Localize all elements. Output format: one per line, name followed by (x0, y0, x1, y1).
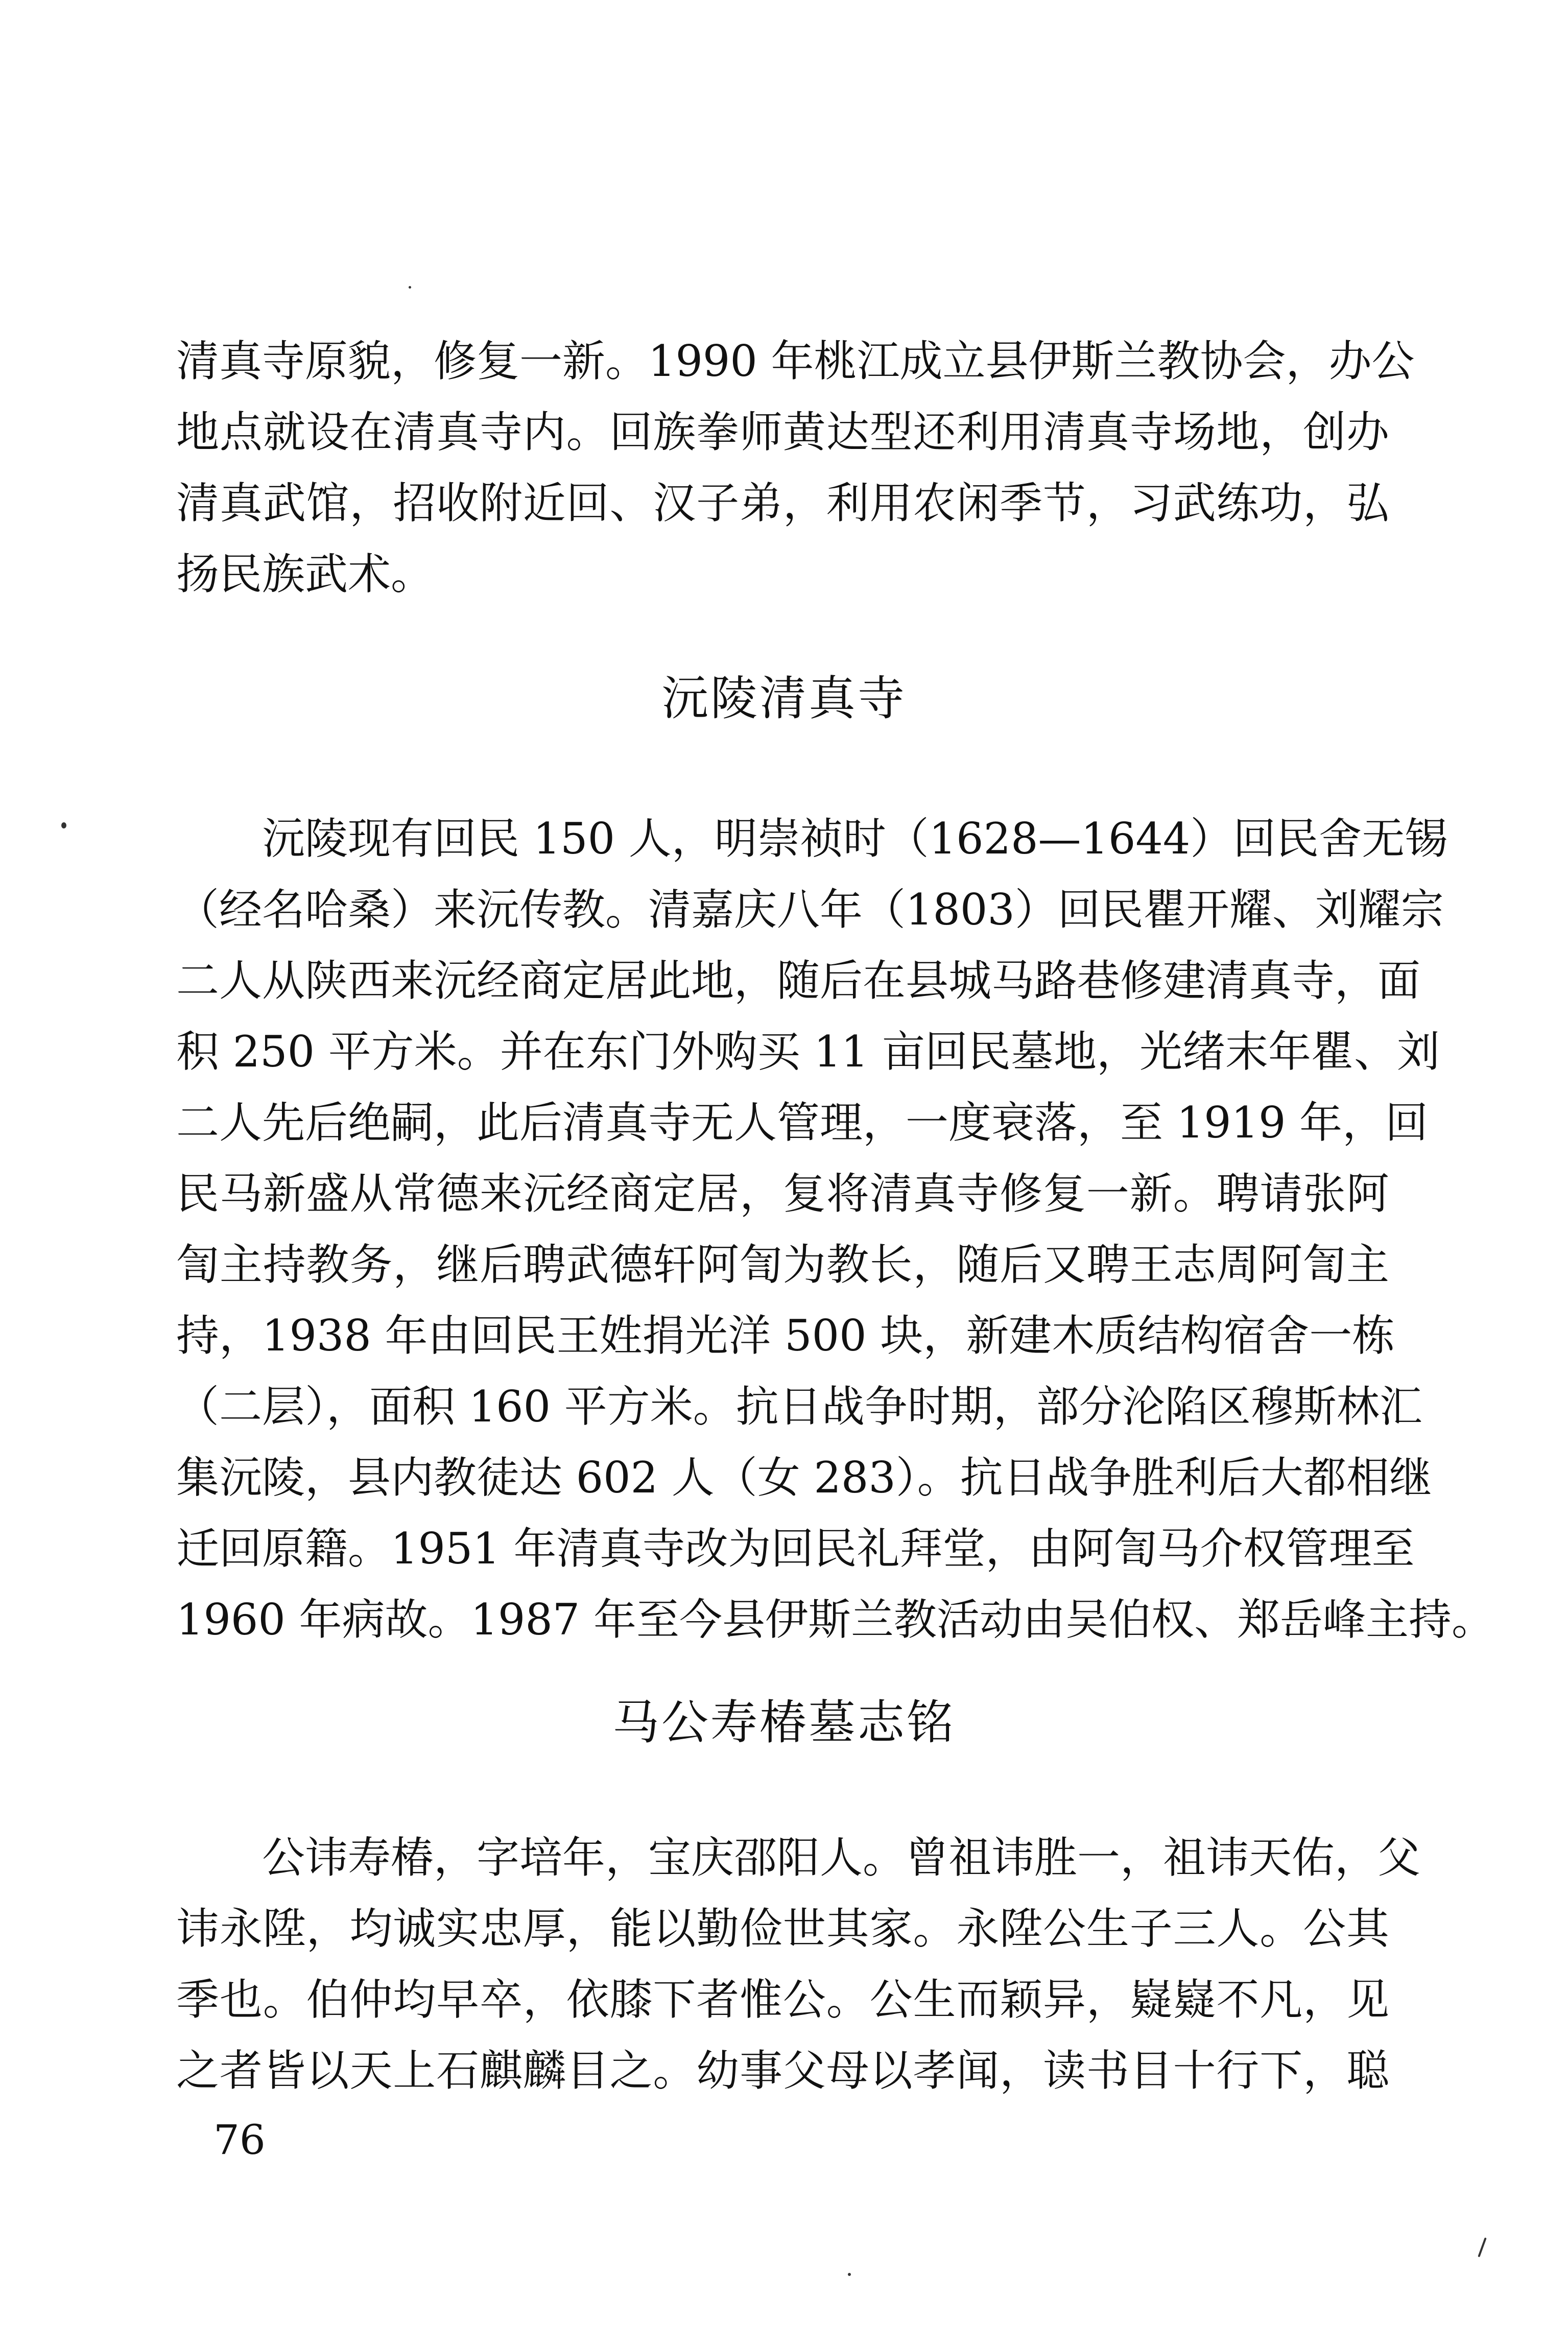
scan-speck (61, 822, 66, 828)
text-line: 清真寺原貌，修复一新。1990 年桃江成立县伊斯兰教协会，办公 (176, 336, 1415, 386)
text-line: （二层），面积 160 平方米。抗日战争时期，部分沦陷区穆斯林汇 (176, 1382, 1422, 1432)
intro-paragraph (176, 326, 1415, 610)
text-line: 公讳寿椿，字培年，宝庆邵阳人。曾祖讳胜一，祖讳天佑，父 (176, 1833, 1421, 1883)
text-line: 訇主持教务，继后聘武德轩阿訇为教长，随后又聘王志周阿訇主 (176, 1240, 1389, 1290)
scan-speck (848, 2273, 851, 2276)
text-line: （经名哈桑）来沅传教。清嘉庆八年（1803）回民瞿开耀、刘耀宗 (176, 885, 1444, 935)
scan-speck (409, 286, 411, 289)
text-line: 积 250 平方米。并在东门外购买 11 亩回民墓地，光绪末年瞿、刘 (176, 1027, 1440, 1077)
scan-speck (1478, 2238, 1486, 2258)
text-line: 持，1938 年由回民王姓捐光洋 500 块，新建木质结构宿舍一栋 (176, 1311, 1395, 1361)
text-line: 1960 年病故。1987 年至今县伊斯兰教活动由吴伯权、郑岳峰主持。 (176, 1595, 1494, 1645)
text-line: 迁回原籍。1951 年清真寺改为回民礼拜堂，由阿訇马介权管理至 (176, 1524, 1415, 1574)
section1-paragraph (176, 803, 1494, 1655)
section2-paragraph (176, 1822, 1421, 2106)
text-line: 地点就设在清真寺内。回族拳师黄达型还利用清真寺场地，创办 (176, 407, 1389, 457)
text-line: 清真武馆，招收附近回、汉子弟，利用农闲季节，习武练功，弘 (176, 478, 1389, 528)
text-line: 集沅陵，县内教徒达 602 人（女 283）。抗日战争胜利后大都相继 (176, 1453, 1432, 1503)
text-line: 讳永陞，均诚实忠厚，能以勤俭世其家。永陞公生子三人。公其 (176, 1904, 1389, 1954)
text-line: 二人先后绝嗣，此后清真寺无人管理，一度衰落，至 1919 年，回 (176, 1098, 1429, 1148)
text-line: 之者皆以天上石麒麟目之。幼事父母以孝闻，读书目十行下，聪 (176, 2046, 1389, 2096)
text-line: 二人从陕西来沅经商定居此地，随后在县城马路巷修建清真寺，面 (176, 956, 1421, 1006)
text-line: 民马新盛从常德来沅经商定居，复将清真寺修复一新。聘请张阿 (176, 1169, 1389, 1219)
page-number: 76 (213, 2116, 266, 2164)
section-heading-yuanling-mosque: 沅陵清真寺 (661, 671, 907, 726)
text-line: 沅陵现有回民 150 人，明崇祯时（1628—1644）回民舍无锡 (176, 814, 1448, 864)
text-line: 季也。伯仲均早卒，依膝下者惟公。公生而颖异，嶷嶷不凡，见 (176, 1975, 1389, 2025)
section-heading-epitaph: 马公寿椿墓志铭 (612, 1695, 956, 1750)
text-line: 扬民族武术。 (176, 549, 434, 599)
